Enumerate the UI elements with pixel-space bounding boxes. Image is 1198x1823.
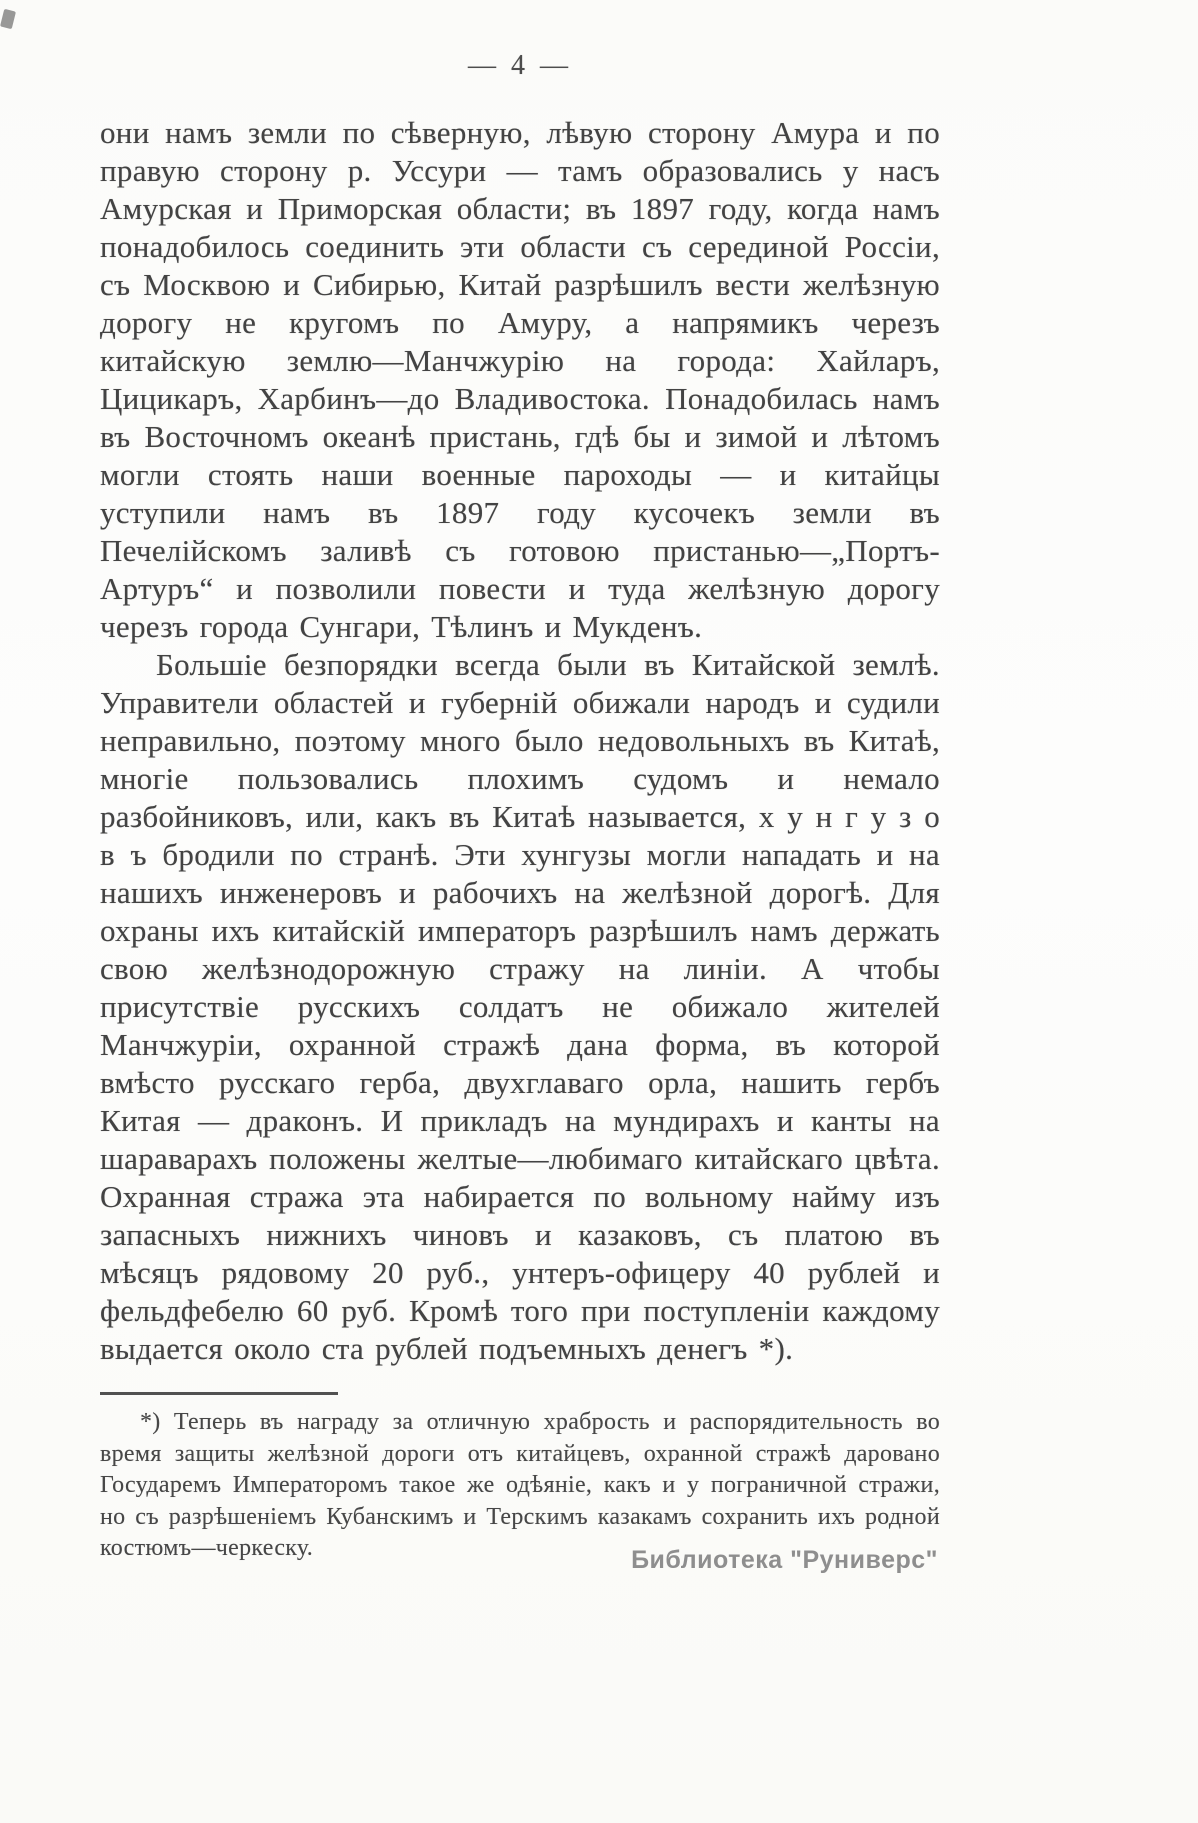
page-number: — 4 — <box>468 50 572 81</box>
paragraph-continuation: они намъ земли по сѣверную, лѣвую сторону Амура и по правую сторону р. Уссури — тамъ образовались у насъ Амурская и Приморская области; въ 1897 году, когда намъ понадобилось соединить эти области съ серединой Россіи, съ Москвою и Сибирью, Китай разрѣшилъ вести желѣзную дорогу не кругомъ по Амуру, а напрямикъ черезъ китайскую землю—Манчжурію на города: Хайларъ, Цицикаръ, Харбинъ—до Владивостока. Понадобилась намъ въ Восточномъ океанѣ пристань, гдѣ бы и зимой и лѣтомъ могли стоять наши военные пароходы — и китайцы уступили намъ въ 1897 году кусочекъ земли въ Печелійскомъ заливѣ съ готовою пристанью—„Портъ-Артуръ“ и позволили повести и туда желѣзную дорогу черезъ города Сунгари, Тѣлинъ и Мукденъ. <box>100 115 940 644</box>
footnote-text: *) Теперь въ награду за отличную храбрость и распорядительность во время защиты желѣзной дороги отъ китайцевъ, охранной стражѣ даровано Государемъ Императоромъ такое же одѣяніе, какъ и у пограничной стражи, но съ разрѣшеніемъ Кубанскимъ и Терскимъ казакамъ сохранить ихъ родной костюмъ—черкеску. <box>100 1409 940 1561</box>
paragraph: Большіе безпорядки всегда были въ Китайской землѣ. Управители областей и губерній обижали народъ и судили неправильно, поэтому много было недовольныхъ въ Китаѣ, многіе пользовались плохимъ судомъ и немало разбойниковъ, или, какъ въ Китаѣ называется, х у н г у з о в ъ бродили по странѣ. Эти хунгузы могли нападать и на нашихъ инженеровъ и рабочихъ на желѣзной дорогѣ. Для охраны ихъ китайскій императоръ разрѣшилъ намъ держать свою желѣзнодорожную стражу на линіи. А чтобы присутствіе русскихъ солдатъ не обижало жителей Манчжуріи, охранной стражѣ дана форма, въ которой вмѣсто русскаго герба, двухглаваго орла, нашить гербъ Китая — драконъ. И прикладъ на мундирахъ и канты на шараварахъ положены желтые—любимаго китайскаго цвѣта. Охранная стража эта набирается по вольному найму изъ запасныхъ нижнихъ чиновъ и казаковъ, съ платою въ мѣсяцъ рядовому 20 руб., унтеръ-офицеру 40 рублей и фельдфебелю 60 руб. Кромѣ того при поступленіи каждому выдается около ста рублей подъемныхъ денегъ *). <box>100 647 940 1366</box>
library-watermark: Библиотека "Руниверс" <box>631 1546 938 1574</box>
scan-artifact <box>0 9 16 29</box>
body-text <box>100 114 940 1565</box>
footnote-divider <box>100 1392 338 1395</box>
